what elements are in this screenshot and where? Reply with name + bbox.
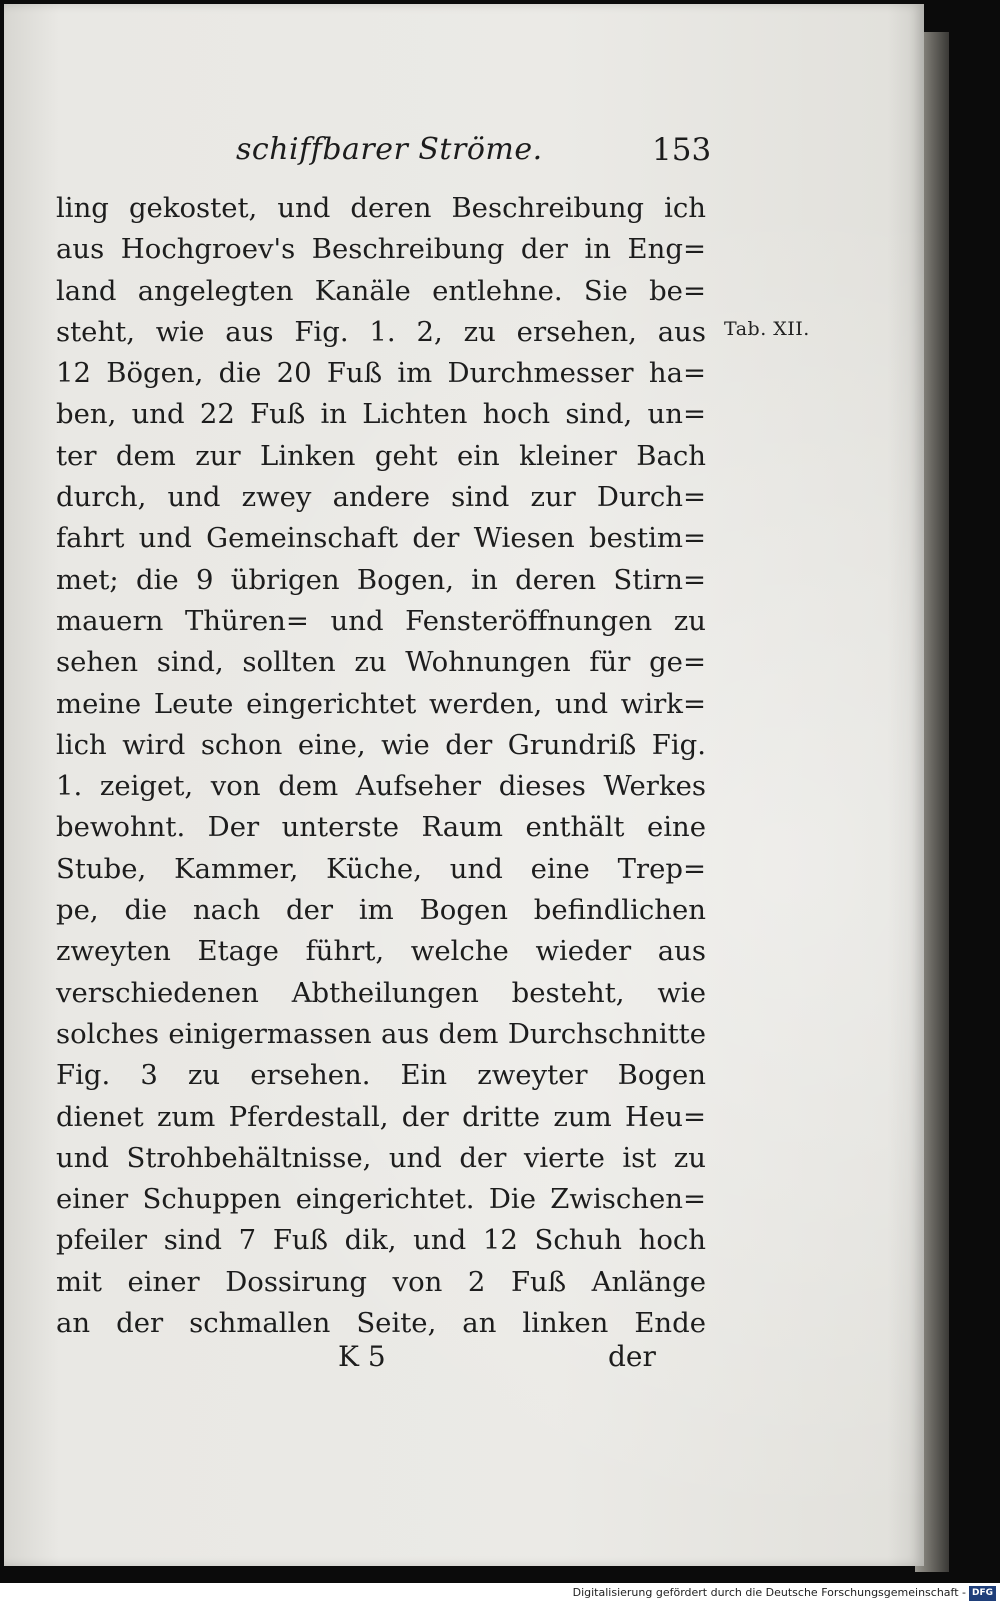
text-line: 1. zeiget, von dem Aufseher dieses Werkes (56, 770, 706, 803)
text-line: 12 Bögen, die 20 Fuß im Durchmesser ha= (56, 357, 706, 390)
text-line: solches einigermassen aus dem Durchschnitte (56, 1017, 706, 1050)
footer-bar (0, 1583, 1000, 1605)
margin-note: Tab. XII. (724, 318, 810, 340)
text-line: land angelegten Kanäle entlehne. Sie be= (56, 274, 706, 307)
text-line: bewohnt. Der unterste Raum enthält eine (56, 811, 706, 844)
text-line: Stube, Kammer, Küche, und eine Trep= (56, 852, 706, 885)
text-line: pe, die nach der im Bogen befindlichen (56, 894, 706, 927)
text-line: dienet zum Pferdestall, der dritte zum Heu= (56, 1100, 706, 1133)
running-title: schiffbarer Ströme. (236, 132, 543, 167)
text-line: aus Hochgroev's Beschreibung der in Eng= (56, 233, 706, 266)
text-line: einer Schuppen eingerichtet. Die Zwischen= (56, 1183, 706, 1216)
text-line: mit einer Dossirung von 2 Fuß Anlänge (56, 1265, 706, 1298)
book-page (4, 4, 924, 1566)
text-line: mauern Thüren= und Fensteröffnungen zu (56, 604, 706, 637)
page-header (4, 132, 924, 182)
text-line: ter dem zur Linken geht ein kleiner Bach (56, 439, 706, 472)
text-line: ling gekostet, und deren Beschreibung ich (56, 192, 706, 224)
text-line: an der schmallen Seite, an linken Ende (56, 1307, 706, 1340)
text-line: steht, wie aus Fig. 1. 2, zu ersehen, aus (56, 315, 706, 348)
text-line: durch, und zwey andere sind zur Durch= (56, 481, 706, 514)
dfg-logo: DFG (969, 1586, 996, 1601)
text-line: ben, und 22 Fuß in Lichten hoch sind, un= (56, 398, 706, 431)
text-line: met; die 9 übrigen Bogen, in deren Stirn= (56, 563, 706, 596)
text-line: und Strohbehältnisse, und der vierte ist zu (56, 1141, 706, 1174)
text-line: meine Leute eingerichtet werden, und wirk= (56, 687, 706, 720)
text-line: zweyten Etage führt, welche wieder aus (56, 935, 706, 968)
page-number: 153 (652, 132, 712, 168)
body-text (56, 188, 706, 1344)
funding-credit: Digitalisierung gefördert durch die Deutsche Forschungsgemeinschaft - (572, 1586, 966, 1599)
text-line: fahrt und Gemeinschaft der Wiesen bestim= (56, 522, 706, 555)
text-line: lich wird schon eine, wie der Grundriß Fig. (56, 728, 706, 761)
signature-mark: K 5 (338, 1340, 386, 1373)
text-line: pfeiler sind 7 Fuß dik, und 12 Schuh hoch (56, 1224, 706, 1257)
catchword: der (608, 1340, 656, 1373)
text-line: verschiedenen Abtheilungen besteht, wie (56, 976, 706, 1009)
text-line: sehen sind, sollten zu Wohnungen für ge= (56, 646, 706, 679)
text-line: Fig. 3 zu ersehen. Ein zweyter Bogen (56, 1059, 706, 1092)
signature-line (56, 1340, 706, 1384)
